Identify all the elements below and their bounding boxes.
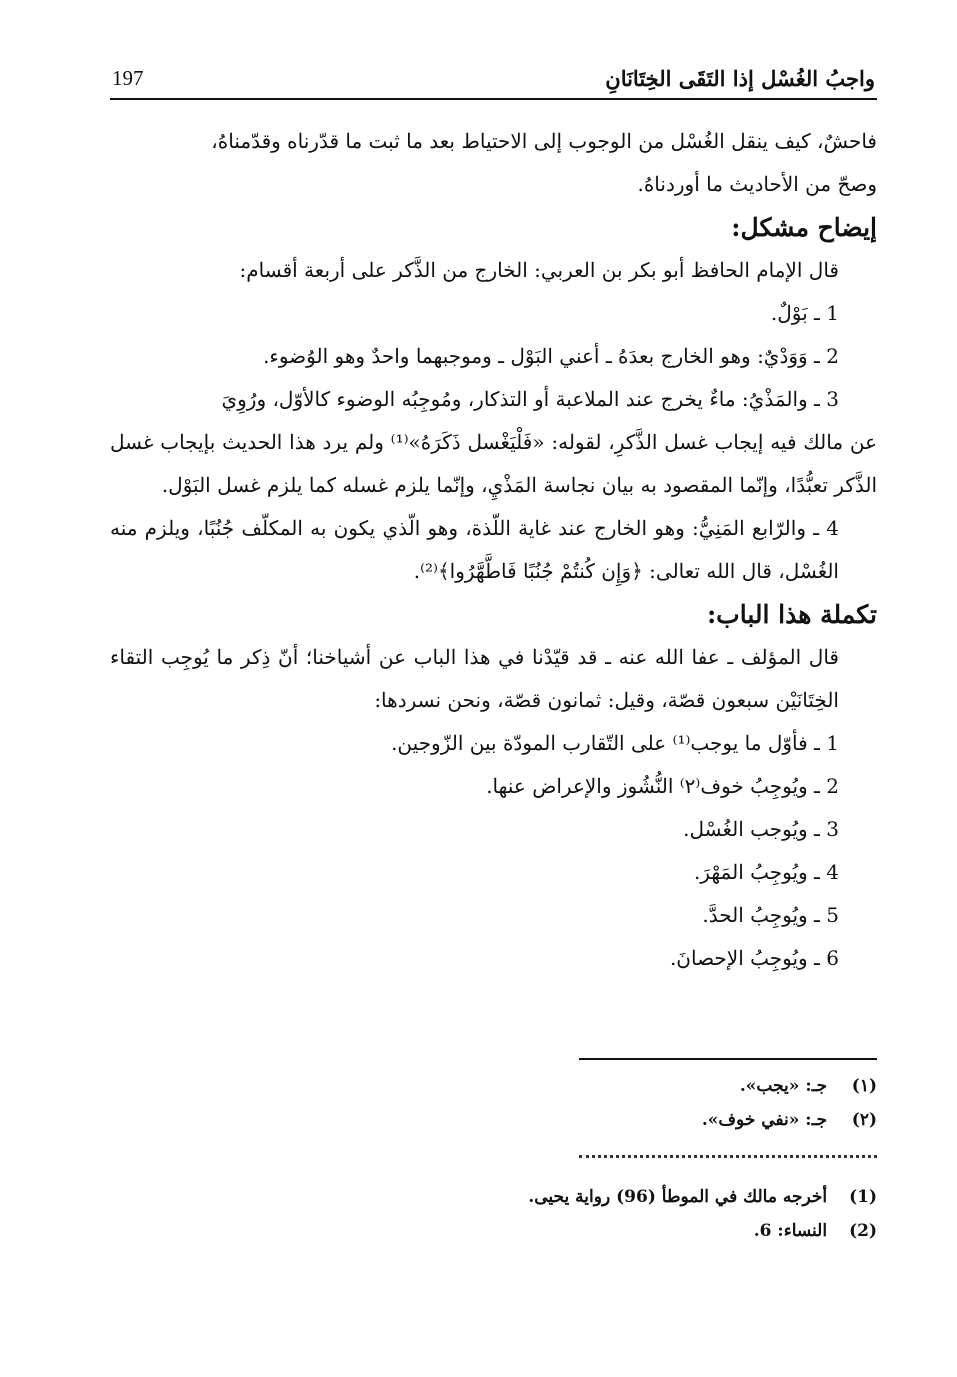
footnote-number: (٢) [851, 1110, 877, 1130]
paragraph-continuation: عن مالك فيه إيجاب غسل الذَّكرِ، لقوله: «فَلْيَغْسل ذَكَرَهُ»⁽¹⁾ ولم يرد هذا الحديث بإيجاب غسل الذَّكر تعبُّدًا، وإنّما المقصود به بيان نجاسة المَذْيِ، وإنّما يلزم غسله كما يلزم غسل البَوْل. [110, 430, 878, 497]
list-item: 3 ـ ويُوجب الغُسْل. [683, 817, 839, 841]
header-rule [110, 98, 877, 100]
footnote [110, 1110, 877, 1130]
section-heading: إيضاح مشكل: [731, 213, 877, 242]
footnote-number: (1) [849, 1187, 877, 1207]
list-item: 1 ـ بَوْلٌ. [770, 301, 839, 325]
running-title: واجبُ الغُسْل إذا التَقَى الخِتَانَانِ [605, 66, 875, 91]
footnote-dotted-rule [579, 1155, 877, 1158]
list-item: 5 ـ ويُوجِبُ الحدَّ. [702, 903, 839, 927]
footnote [110, 1076, 877, 1096]
list-item: 2 ـ ويُوجِبُ خوف⁽٢⁾ النُّشُوز والإعراض عنها. [486, 774, 839, 798]
page-number: 197 [112, 66, 144, 90]
main-text [110, 120, 877, 980]
section-heading: تكملة هذا الباب: [706, 600, 877, 629]
footnote [110, 1187, 877, 1207]
list-item: 2 ـ وَوَدْيٌ: وهو الخارج بعدَهُ ـ أعني البَوْل ـ وموجبهما واحدٌ وهو الوُضوء. [263, 344, 839, 368]
footnote-text: أخرجه مالك في الموطأ (96) رواية يحيى. [528, 1187, 828, 1207]
intro-paragraph: قال الإمام الحافظ أبو بكر بن العربي: الخارج من الذَّكر على أربعة أقسام: [239, 258, 839, 282]
footnote-number: (١) [851, 1076, 877, 1096]
paragraph-line: فاحشٌ، كيف ينقل الغُسْل من الوجوب إلى الاحتياط بعد ما ثبت ما قدّرناه وقدّمناهُ، [211, 129, 877, 153]
list-item: 6 ـ ويُوجِبُ الإحصانَ. [669, 946, 839, 970]
footnote-number: (2) [849, 1221, 877, 1241]
list-item: 4 ـ والرّابع المَنِيُّ: وهو الخارج عند غاية اللّذة، وهو الّذي يكون به المكلّف جُنُبًا، ويلزم منه الغُسْل، قال الله تعالى: ﴿وَإِن كُنتُمْ جُنُبًا فَاطَّهَّرُوا﴾⁽²⁾. [110, 516, 839, 583]
footnote-text: النساء: 6. [753, 1221, 828, 1241]
list-item: 3 ـ والمَذْيُ: ماءٌ يخرج عند الملاعبة أو التذكار، ومُوجِبُه الوضوء كالأوّل، ورُوِيَ [221, 387, 839, 411]
footnote-rule [579, 1058, 877, 1060]
list-item: 4 ـ ويُوجِبُ المَهْرَ. [693, 860, 839, 884]
footnote-text: جـ: «نفي خوف». [701, 1110, 828, 1130]
paragraph-line: وصحّ من الأحاديث ما أوردناهُ. [637, 172, 877, 196]
list-item: 1 ـ فأوّل ما يوجب⁽¹⁾ على التّقارب المودّة بين الزّوجين. [391, 731, 839, 755]
footnote-text: جـ: «يجب». [739, 1076, 828, 1096]
footnote [110, 1221, 877, 1241]
paragraph: قال المؤلف ـ عفا الله عنه ـ قد قيّدْنا في هذا الباب عن أشياخنا؛ أنّ ذِكر ما يُوجِب التقاء الخِتَانَيْن سبعون قصّة، وقيل: ثمانون قصّة، ونحن نسردها: [110, 645, 839, 712]
